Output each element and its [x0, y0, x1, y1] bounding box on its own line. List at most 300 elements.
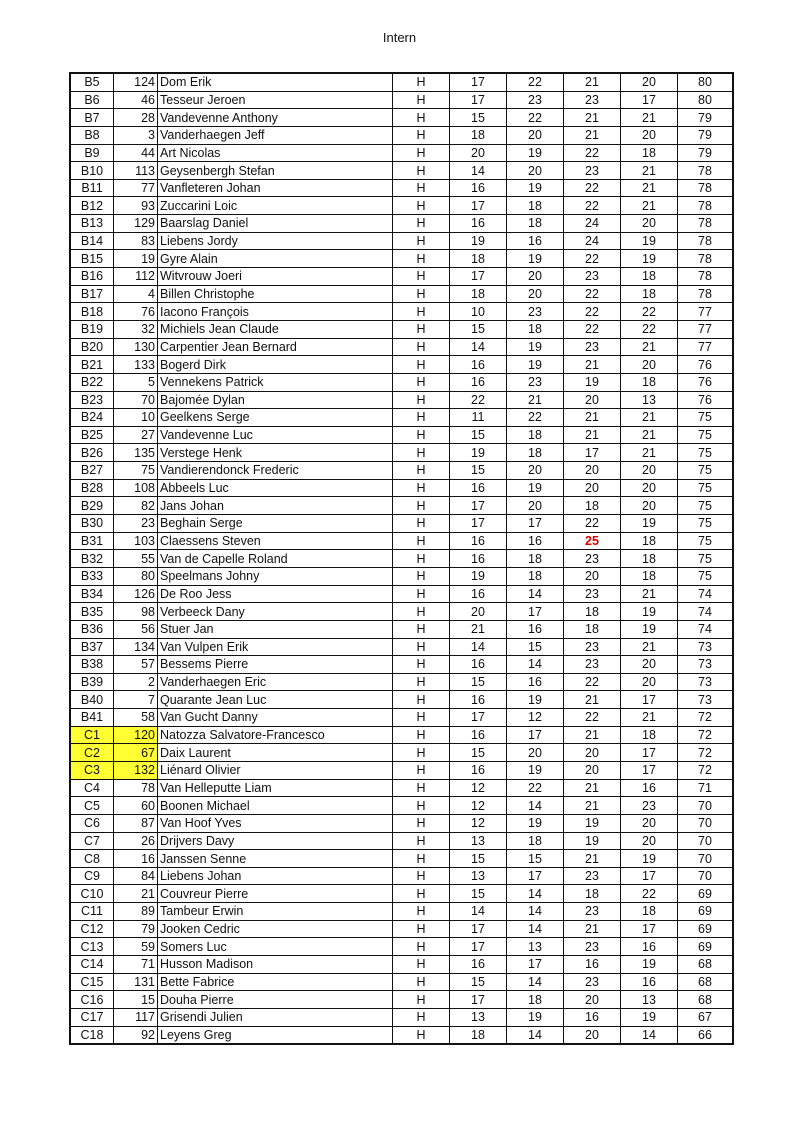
- participant-name-cell: Couvreur Pierre: [158, 885, 393, 903]
- total-score-cell: 74: [678, 620, 734, 638]
- score-3-cell: 23: [564, 550, 621, 568]
- participant-name-cell: Iacono François: [158, 303, 393, 321]
- table-row: [70, 832, 733, 850]
- score-3-cell: 20: [564, 479, 621, 497]
- category-cell: H: [393, 444, 450, 462]
- score-1-cell: 16: [450, 956, 507, 974]
- participant-number-cell: 87: [114, 814, 158, 832]
- total-score-cell: 78: [678, 162, 734, 180]
- score-1-cell: 15: [450, 744, 507, 762]
- score-4-cell: 21: [621, 585, 678, 603]
- participant-number-cell: 7: [114, 691, 158, 709]
- total-score-cell: 78: [678, 250, 734, 268]
- participant-name-cell: Vennekens Patrick: [158, 373, 393, 391]
- score-2-cell: 20: [507, 285, 564, 303]
- score-4-cell: 21: [621, 197, 678, 215]
- score-4-cell: 14: [621, 1026, 678, 1044]
- participant-number-cell: 59: [114, 938, 158, 956]
- score-3-cell: 21: [564, 426, 621, 444]
- participant-name-cell: Janssen Senne: [158, 850, 393, 868]
- score-3-cell: 21: [564, 797, 621, 815]
- participant-name-cell: Van Vulpen Erik: [158, 638, 393, 656]
- score-4-cell: 16: [621, 973, 678, 991]
- score-3-cell: 20: [564, 991, 621, 1009]
- category-cell: H: [393, 850, 450, 868]
- rank-code-cell: B21: [70, 356, 114, 374]
- score-4-cell: 18: [621, 268, 678, 286]
- total-score-cell: 68: [678, 956, 734, 974]
- category-cell: H: [393, 268, 450, 286]
- score-3-cell: 20: [564, 1026, 621, 1044]
- rank-code-cell: C14: [70, 956, 114, 974]
- score-3-cell: 21: [564, 409, 621, 427]
- score-3-cell: 23: [564, 973, 621, 991]
- table-row: [70, 691, 733, 709]
- table-row: [70, 761, 733, 779]
- category-cell: H: [393, 744, 450, 762]
- score-3-cell: 23: [564, 656, 621, 674]
- score-1-cell: 15: [450, 109, 507, 127]
- participant-number-cell: 57: [114, 656, 158, 674]
- category-cell: H: [393, 726, 450, 744]
- score-3-cell: 21: [564, 920, 621, 938]
- score-3-cell: 18: [564, 497, 621, 515]
- score-1-cell: 15: [450, 426, 507, 444]
- score-2-cell: 14: [507, 903, 564, 921]
- participant-name-cell: Michiels Jean Claude: [158, 320, 393, 338]
- rank-code-cell: B11: [70, 179, 114, 197]
- score-2-cell: 19: [507, 814, 564, 832]
- score-3-cell: 24: [564, 215, 621, 233]
- table-row: [70, 603, 733, 621]
- score-1-cell: 16: [450, 215, 507, 233]
- participant-number-cell: 92: [114, 1026, 158, 1044]
- participant-name-cell: Jans Johan: [158, 497, 393, 515]
- score-2-cell: 18: [507, 550, 564, 568]
- total-score-cell: 76: [678, 391, 734, 409]
- participant-number-cell: 44: [114, 144, 158, 162]
- category-cell: H: [393, 797, 450, 815]
- score-3-cell: 21: [564, 779, 621, 797]
- score-2-cell: 18: [507, 320, 564, 338]
- score-1-cell: 12: [450, 779, 507, 797]
- rank-code-cell: C10: [70, 885, 114, 903]
- participant-name-cell: Leyens Greg: [158, 1026, 393, 1044]
- score-4-cell: 21: [621, 444, 678, 462]
- participant-number-cell: 124: [114, 73, 158, 91]
- score-3-cell: 21: [564, 691, 621, 709]
- score-4-cell: 20: [621, 462, 678, 480]
- table-row: [70, 109, 733, 127]
- score-4-cell: 22: [621, 885, 678, 903]
- rank-code-cell: C13: [70, 938, 114, 956]
- participant-name-cell: Stuer Jan: [158, 620, 393, 638]
- score-4-cell: 18: [621, 532, 678, 550]
- score-2-cell: 21: [507, 391, 564, 409]
- category-cell: H: [393, 91, 450, 109]
- table-row: [70, 920, 733, 938]
- participant-name-cell: Boonen Michael: [158, 797, 393, 815]
- score-4-cell: 17: [621, 920, 678, 938]
- score-2-cell: 19: [507, 761, 564, 779]
- score-1-cell: 15: [450, 673, 507, 691]
- participant-name-cell: De Roo Jess: [158, 585, 393, 603]
- score-1-cell: 16: [450, 761, 507, 779]
- participant-number-cell: 84: [114, 867, 158, 885]
- category-cell: H: [393, 903, 450, 921]
- score-4-cell: 18: [621, 567, 678, 585]
- score-2-cell: 17: [507, 726, 564, 744]
- rank-code-cell: B31: [70, 532, 114, 550]
- rank-code-cell: B15: [70, 250, 114, 268]
- total-score-cell: 70: [678, 814, 734, 832]
- total-score-cell: 77: [678, 338, 734, 356]
- score-2-cell: 19: [507, 356, 564, 374]
- category-cell: H: [393, 867, 450, 885]
- participant-name-cell: Drijvers Davy: [158, 832, 393, 850]
- score-4-cell: 18: [621, 373, 678, 391]
- score-2-cell: 14: [507, 973, 564, 991]
- score-4-cell: 19: [621, 1008, 678, 1026]
- participant-name-cell: Van Hoof Yves: [158, 814, 393, 832]
- total-score-cell: 73: [678, 638, 734, 656]
- score-2-cell: 18: [507, 197, 564, 215]
- total-score-cell: 74: [678, 585, 734, 603]
- table-row: [70, 462, 733, 480]
- score-4-cell: 21: [621, 179, 678, 197]
- participant-number-cell: 130: [114, 338, 158, 356]
- total-score-cell: 75: [678, 515, 734, 533]
- table-row: [70, 1026, 733, 1044]
- score-1-cell: 17: [450, 938, 507, 956]
- score-3-cell: 23: [564, 903, 621, 921]
- participant-number-cell: 113: [114, 162, 158, 180]
- score-4-cell: 22: [621, 320, 678, 338]
- participant-name-cell: Abbeels Luc: [158, 479, 393, 497]
- score-1-cell: 13: [450, 867, 507, 885]
- total-score-cell: 70: [678, 850, 734, 868]
- score-3-cell: 21: [564, 73, 621, 91]
- table-row: [70, 356, 733, 374]
- table-row: [70, 268, 733, 286]
- category-cell: H: [393, 215, 450, 233]
- score-3-cell: 23: [564, 585, 621, 603]
- score-2-cell: 19: [507, 144, 564, 162]
- score-4-cell: 21: [621, 409, 678, 427]
- score-1-cell: 17: [450, 197, 507, 215]
- table-row: [70, 197, 733, 215]
- table-row: [70, 991, 733, 1009]
- participant-name-cell: Bette Fabrice: [158, 973, 393, 991]
- participant-number-cell: 60: [114, 797, 158, 815]
- participant-number-cell: 21: [114, 885, 158, 903]
- participant-number-cell: 5: [114, 373, 158, 391]
- rank-code-cell: B36: [70, 620, 114, 638]
- participant-name-cell: Grisendi Julien: [158, 1008, 393, 1026]
- rank-code-cell: C16: [70, 991, 114, 1009]
- table-row: [70, 303, 733, 321]
- rank-code-cell: B6: [70, 91, 114, 109]
- score-1-cell: 16: [450, 691, 507, 709]
- score-1-cell: 13: [450, 832, 507, 850]
- category-cell: H: [393, 761, 450, 779]
- score-2-cell: 18: [507, 567, 564, 585]
- category-cell: H: [393, 285, 450, 303]
- participant-number-cell: 126: [114, 585, 158, 603]
- total-score-cell: 78: [678, 197, 734, 215]
- rank-code-cell: B39: [70, 673, 114, 691]
- score-1-cell: 21: [450, 620, 507, 638]
- total-score-cell: 75: [678, 550, 734, 568]
- score-4-cell: 21: [621, 638, 678, 656]
- score-3-cell: 22: [564, 709, 621, 727]
- rank-code-cell: B16: [70, 268, 114, 286]
- score-3-cell: 23: [564, 938, 621, 956]
- score-3-cell: 25: [564, 532, 621, 550]
- total-score-cell: 78: [678, 285, 734, 303]
- participant-number-cell: 58: [114, 709, 158, 727]
- score-1-cell: 15: [450, 885, 507, 903]
- participant-number-cell: 32: [114, 320, 158, 338]
- rank-code-cell: B22: [70, 373, 114, 391]
- rank-code-cell: C12: [70, 920, 114, 938]
- score-3-cell: 23: [564, 638, 621, 656]
- score-4-cell: 18: [621, 903, 678, 921]
- total-score-cell: 75: [678, 532, 734, 550]
- category-cell: H: [393, 1026, 450, 1044]
- total-score-cell: 69: [678, 920, 734, 938]
- total-score-cell: 75: [678, 497, 734, 515]
- participant-name-cell: Vanderhaegen Eric: [158, 673, 393, 691]
- total-score-cell: 77: [678, 320, 734, 338]
- score-3-cell: 23: [564, 268, 621, 286]
- participant-name-cell: Van Helleputte Liam: [158, 779, 393, 797]
- score-2-cell: 20: [507, 268, 564, 286]
- table-row: [70, 638, 733, 656]
- score-2-cell: 22: [507, 409, 564, 427]
- score-4-cell: 20: [621, 356, 678, 374]
- participant-number-cell: 19: [114, 250, 158, 268]
- table-row: [70, 391, 733, 409]
- category-cell: H: [393, 373, 450, 391]
- rank-code-cell: B7: [70, 109, 114, 127]
- rank-code-cell: B12: [70, 197, 114, 215]
- total-score-cell: 67: [678, 1008, 734, 1026]
- category-cell: H: [393, 391, 450, 409]
- table-row: [70, 162, 733, 180]
- participant-name-cell: Vanfleteren Johan: [158, 179, 393, 197]
- table-row: [70, 320, 733, 338]
- rank-code-cell: B8: [70, 126, 114, 144]
- participant-number-cell: 129: [114, 215, 158, 233]
- score-2-cell: 14: [507, 656, 564, 674]
- score-4-cell: 20: [621, 479, 678, 497]
- score-2-cell: 20: [507, 744, 564, 762]
- score-4-cell: 21: [621, 709, 678, 727]
- rank-code-cell: B24: [70, 409, 114, 427]
- table-row: [70, 673, 733, 691]
- rank-code-cell: C4: [70, 779, 114, 797]
- table-row: [70, 373, 733, 391]
- rank-code-cell: B26: [70, 444, 114, 462]
- participant-name-cell: Douha Pierre: [158, 991, 393, 1009]
- score-3-cell: 19: [564, 814, 621, 832]
- table-row: [70, 585, 733, 603]
- score-3-cell: 23: [564, 338, 621, 356]
- table-row: [70, 850, 733, 868]
- rank-code-cell: B41: [70, 709, 114, 727]
- category-cell: H: [393, 920, 450, 938]
- score-4-cell: 17: [621, 691, 678, 709]
- total-score-cell: 75: [678, 426, 734, 444]
- rank-code-cell: C2: [70, 744, 114, 762]
- score-2-cell: 17: [507, 867, 564, 885]
- score-2-cell: 15: [507, 638, 564, 656]
- table-row: [70, 91, 733, 109]
- total-score-cell: 66: [678, 1026, 734, 1044]
- category-cell: H: [393, 179, 450, 197]
- score-1-cell: 18: [450, 126, 507, 144]
- score-4-cell: 23: [621, 797, 678, 815]
- participant-name-cell: Quarante Jean Luc: [158, 691, 393, 709]
- category-cell: H: [393, 462, 450, 480]
- score-1-cell: 18: [450, 250, 507, 268]
- score-2-cell: 18: [507, 991, 564, 1009]
- rank-code-cell: B17: [70, 285, 114, 303]
- participant-number-cell: 93: [114, 197, 158, 215]
- participant-name-cell: Tesseur Jeroen: [158, 91, 393, 109]
- score-2-cell: 12: [507, 709, 564, 727]
- participant-name-cell: Vandevenne Anthony: [158, 109, 393, 127]
- score-1-cell: 20: [450, 144, 507, 162]
- category-cell: H: [393, 532, 450, 550]
- rank-code-cell: B40: [70, 691, 114, 709]
- score-4-cell: 21: [621, 109, 678, 127]
- score-4-cell: 20: [621, 832, 678, 850]
- rank-code-cell: B10: [70, 162, 114, 180]
- table-row: [70, 215, 733, 233]
- category-cell: H: [393, 885, 450, 903]
- score-2-cell: 23: [507, 303, 564, 321]
- category-cell: H: [393, 356, 450, 374]
- score-4-cell: 18: [621, 285, 678, 303]
- score-1-cell: 11: [450, 409, 507, 427]
- category-cell: H: [393, 1008, 450, 1026]
- rank-code-cell: B29: [70, 497, 114, 515]
- rank-code-cell: B23: [70, 391, 114, 409]
- participant-name-cell: Verbeeck Dany: [158, 603, 393, 621]
- score-3-cell: 18: [564, 603, 621, 621]
- table-row: [70, 744, 733, 762]
- participant-number-cell: 70: [114, 391, 158, 409]
- score-4-cell: 20: [621, 814, 678, 832]
- rank-code-cell: C18: [70, 1026, 114, 1044]
- category-cell: H: [393, 956, 450, 974]
- participant-number-cell: 28: [114, 109, 158, 127]
- score-4-cell: 22: [621, 303, 678, 321]
- participant-number-cell: 82: [114, 497, 158, 515]
- score-1-cell: 17: [450, 268, 507, 286]
- participant-number-cell: 3: [114, 126, 158, 144]
- score-1-cell: 15: [450, 850, 507, 868]
- rank-code-cell: B19: [70, 320, 114, 338]
- participant-number-cell: 120: [114, 726, 158, 744]
- score-3-cell: 22: [564, 250, 621, 268]
- category-cell: H: [393, 232, 450, 250]
- page-header: Intern: [382, 30, 417, 45]
- score-4-cell: 13: [621, 991, 678, 1009]
- rank-code-cell: C1: [70, 726, 114, 744]
- score-2-cell: 22: [507, 73, 564, 91]
- score-1-cell: 22: [450, 391, 507, 409]
- total-score-cell: 78: [678, 232, 734, 250]
- table-row: [70, 179, 733, 197]
- score-1-cell: 15: [450, 320, 507, 338]
- category-cell: H: [393, 250, 450, 268]
- participant-name-cell: Vandevenne Luc: [158, 426, 393, 444]
- score-3-cell: 19: [564, 832, 621, 850]
- score-4-cell: 17: [621, 91, 678, 109]
- participant-name-cell: Dom Erik: [158, 73, 393, 91]
- score-1-cell: 12: [450, 814, 507, 832]
- table-row: [70, 973, 733, 991]
- score-2-cell: 17: [507, 956, 564, 974]
- participant-number-cell: 117: [114, 1008, 158, 1026]
- score-3-cell: 22: [564, 303, 621, 321]
- total-score-cell: 75: [678, 567, 734, 585]
- participant-name-cell: Bessems Pierre: [158, 656, 393, 674]
- score-4-cell: 13: [621, 391, 678, 409]
- participant-number-cell: 55: [114, 550, 158, 568]
- category-cell: H: [393, 550, 450, 568]
- participant-name-cell: Geysenbergh Stefan: [158, 162, 393, 180]
- participant-name-cell: Carpentier Jean Bernard: [158, 338, 393, 356]
- score-1-cell: 18: [450, 1026, 507, 1044]
- score-4-cell: 16: [621, 779, 678, 797]
- rank-code-cell: B14: [70, 232, 114, 250]
- score-4-cell: 19: [621, 603, 678, 621]
- category-cell: H: [393, 197, 450, 215]
- total-score-cell: 75: [678, 409, 734, 427]
- participant-number-cell: 23: [114, 515, 158, 533]
- category-cell: H: [393, 709, 450, 727]
- score-1-cell: 13: [450, 1008, 507, 1026]
- score-2-cell: 17: [507, 515, 564, 533]
- category-cell: H: [393, 656, 450, 674]
- participant-number-cell: 75: [114, 462, 158, 480]
- participant-name-cell: Bogerd Dirk: [158, 356, 393, 374]
- category-cell: H: [393, 109, 450, 127]
- rank-code-cell: B28: [70, 479, 114, 497]
- participant-name-cell: Bajomée Dylan: [158, 391, 393, 409]
- participant-number-cell: 89: [114, 903, 158, 921]
- score-1-cell: 19: [450, 444, 507, 462]
- total-score-cell: 72: [678, 726, 734, 744]
- score-4-cell: 20: [621, 673, 678, 691]
- table-row: [70, 938, 733, 956]
- participant-name-cell: Vandierendonck Frederic: [158, 462, 393, 480]
- score-4-cell: 18: [621, 726, 678, 744]
- score-2-cell: 14: [507, 1026, 564, 1044]
- participant-number-cell: 79: [114, 920, 158, 938]
- table-row: [70, 444, 733, 462]
- participant-number-cell: 131: [114, 973, 158, 991]
- score-4-cell: 19: [621, 620, 678, 638]
- participant-number-cell: 46: [114, 91, 158, 109]
- score-2-cell: 18: [507, 215, 564, 233]
- participant-name-cell: Jooken Cedric: [158, 920, 393, 938]
- score-3-cell: 23: [564, 867, 621, 885]
